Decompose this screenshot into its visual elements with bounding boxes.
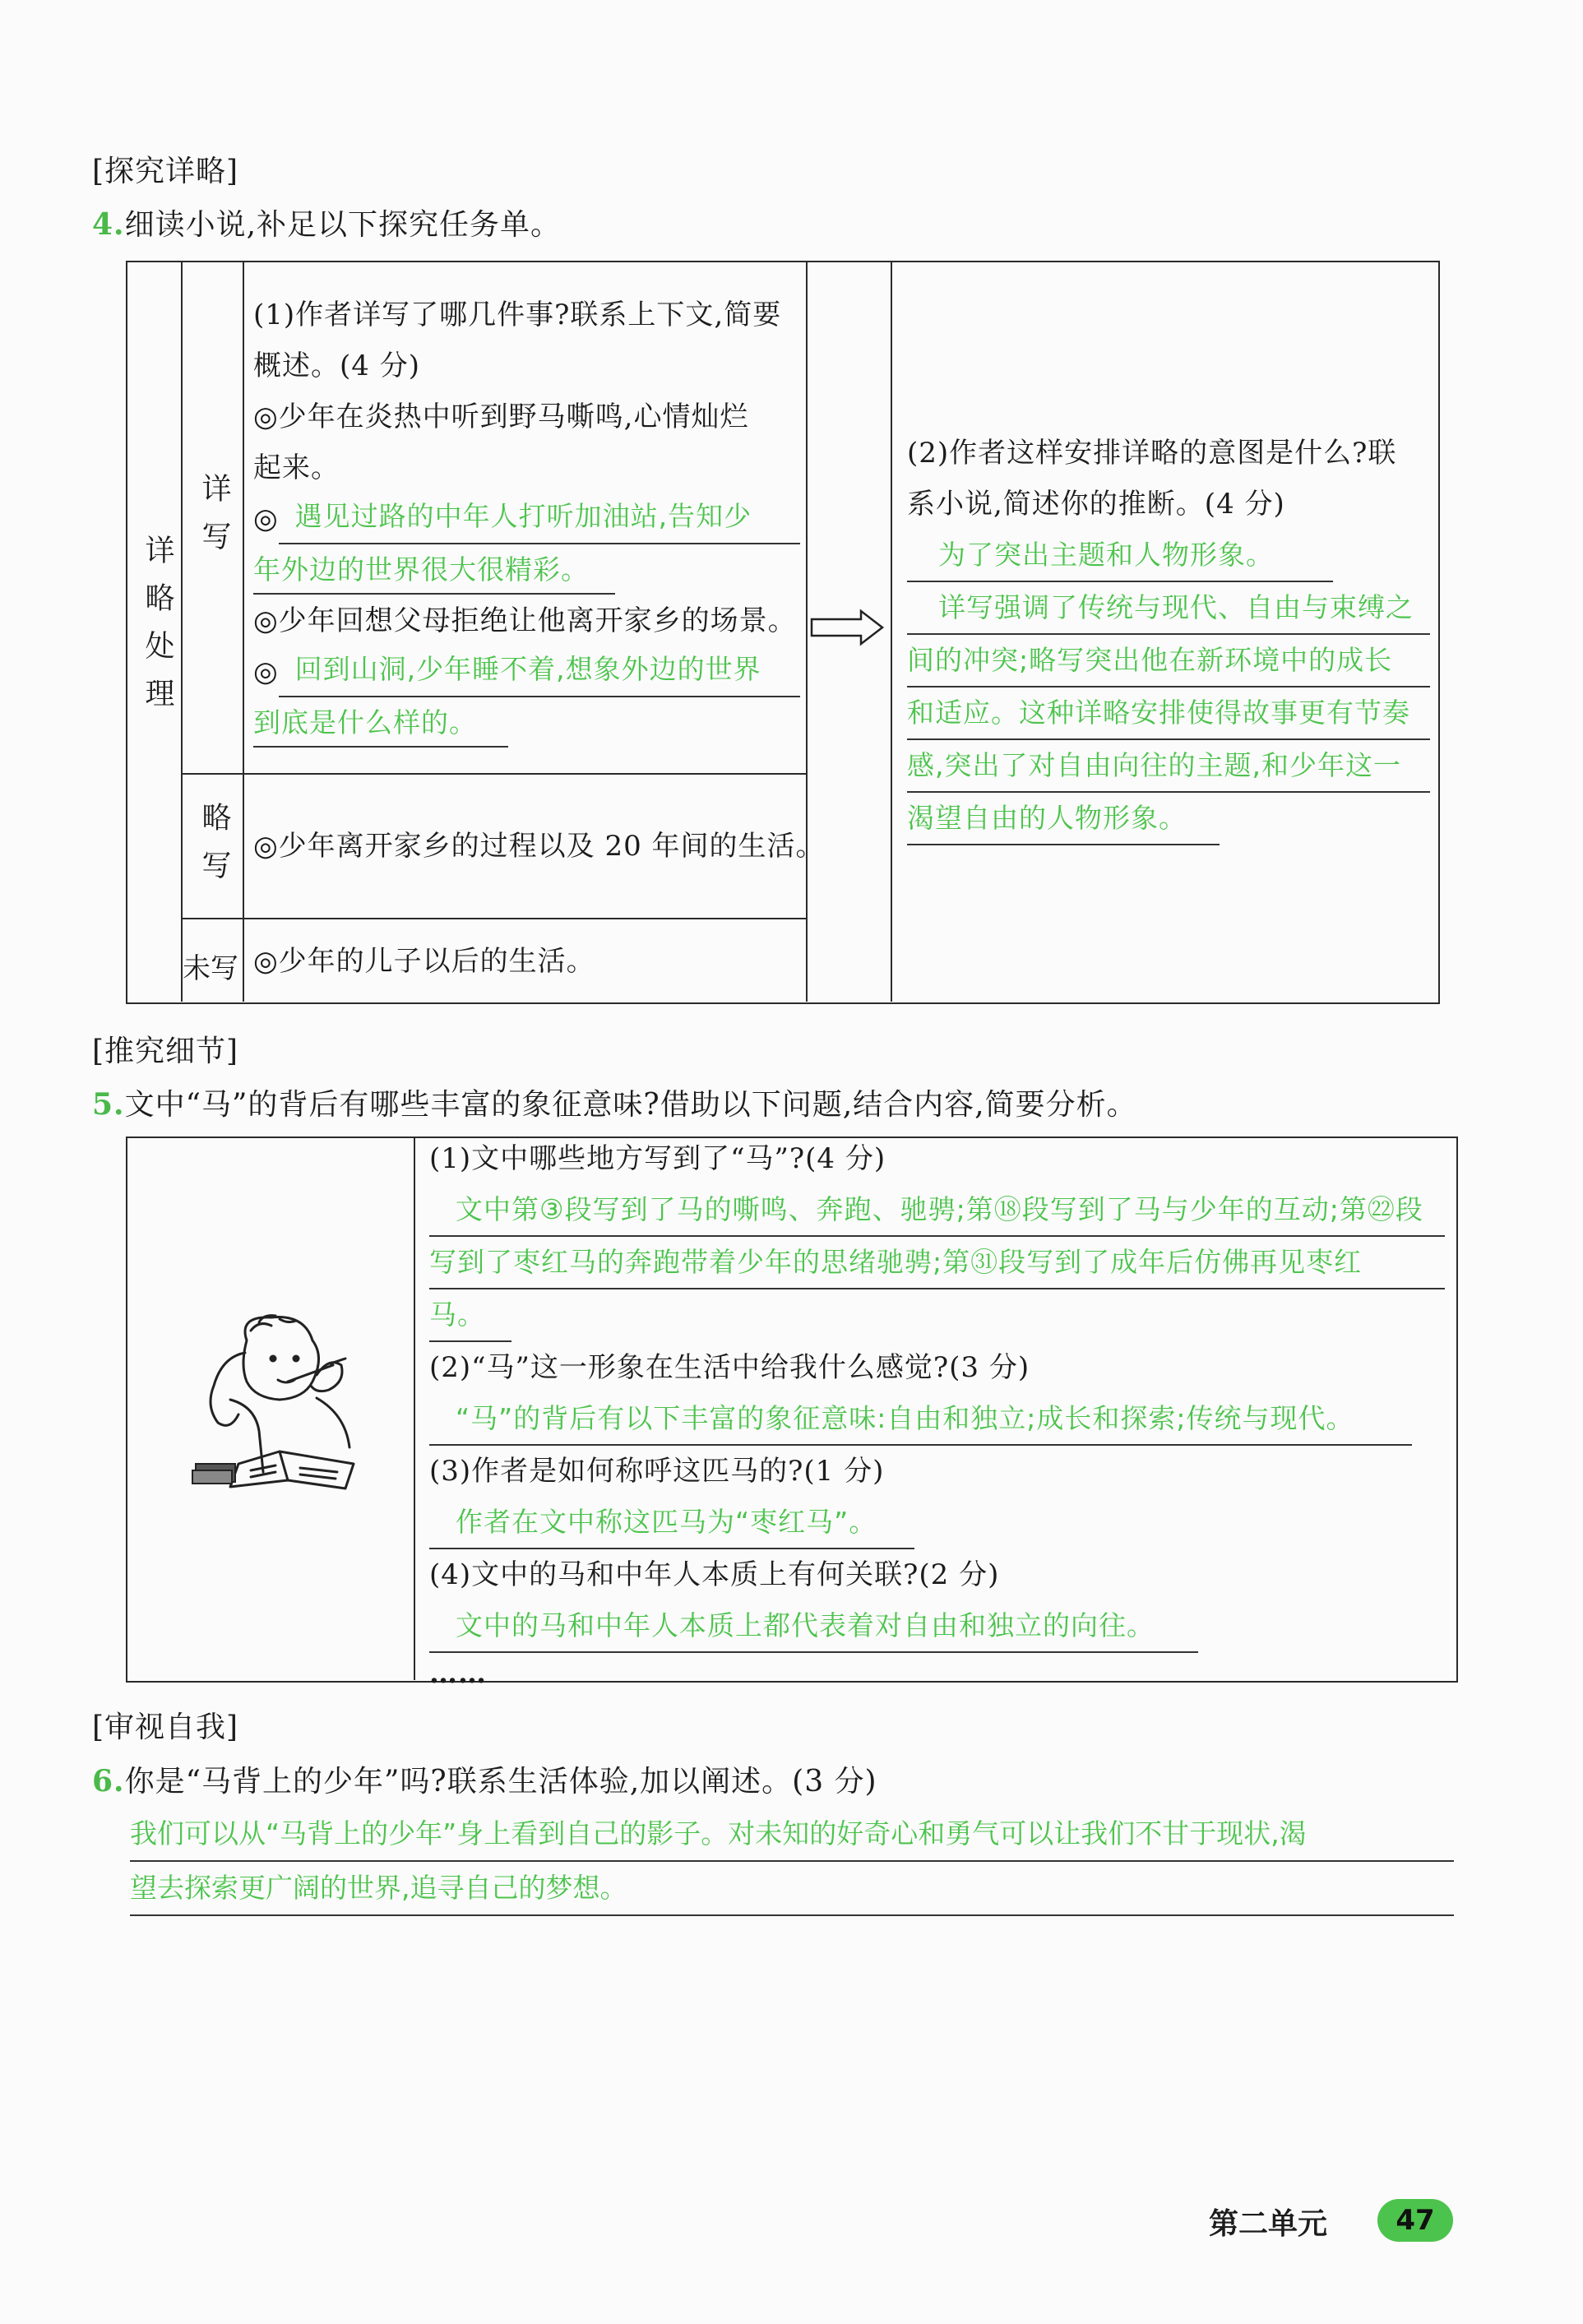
question-4-text: 细读小说,补足以下探究任务单。 bbox=[124, 208, 562, 242]
q6-answer-line2: 望去探索更广阔的世界,追寻自己的梦想。 bbox=[130, 1862, 1454, 1916]
item4-answer-line2: 到底是什么样的。 bbox=[253, 700, 508, 748]
item2-answer-line2: 年外边的世界很大很精彩。 bbox=[253, 547, 615, 595]
right-arrow-icon bbox=[810, 609, 886, 646]
q5-answer1-line3: 马。 bbox=[429, 1289, 511, 1342]
q5-answer3: 作者在文中称这匹马为“枣红马”。 bbox=[429, 1497, 914, 1549]
q5-answer1-line2: 写到了枣红马的奔跑带着少年的思绪驰骋;第㉛段写到了成年后仿佛再见枣红 bbox=[429, 1237, 1445, 1289]
sub2-answer-line1: 为了突出主题和人物形象。 bbox=[907, 530, 1333, 582]
sub2-line2: 系小说,简述你的推断。(4 分) bbox=[907, 488, 1285, 521]
item4-answer-line1: 回到山洞,少年睡不着,想象外边的世界 bbox=[279, 646, 800, 697]
section-heading-explore: [探究详略] bbox=[92, 155, 239, 188]
intent-cell bbox=[907, 428, 1430, 845]
q5-answer4: 文中的马和中年人本质上都代表着对自由和独立的向往。 bbox=[429, 1600, 1198, 1653]
sub2-answer-line4: 和适应。这种详略安排使得故事更有节奏 bbox=[907, 687, 1430, 740]
page-number: 47 bbox=[1377, 2199, 1453, 2242]
item1-line1: ◎少年在炎热中听到野马嘶鸣,心情灿烂 bbox=[253, 400, 749, 433]
sub2-answer-line5: 感,突出了对自由向往的主题,和少年这一 bbox=[907, 740, 1430, 793]
question-6-number: 6. bbox=[92, 1764, 125, 1799]
q5-sub3: (3)作者是如何称呼这匹马的?(1 分) bbox=[429, 1455, 885, 1488]
brief-item: ◎少年离开家乡的过程以及 20 年间的生活。 bbox=[253, 830, 825, 863]
item3: ◎少年回想父母拒绝让他离开家乡的场景。 bbox=[253, 604, 797, 637]
q5-content bbox=[429, 1133, 1445, 1694]
item2-mark: ◎ bbox=[253, 502, 279, 535]
q5-ellipsis: …… bbox=[429, 1657, 487, 1690]
question-6-text: 你是“马背上的少年”吗?联系生活体验,加以阐述。(3 分) bbox=[124, 1765, 877, 1799]
sub2-line1: (2)作者这样安排详略的意图是什么?联 bbox=[907, 437, 1397, 470]
q5-answer1-line1: 文中第③段写到了马的嘶鸣、奔跑、驰骋;第⑱段写到了马与少年的互动;第㉒段 bbox=[429, 1184, 1445, 1237]
sub1-line1: (1)作者详写了哪几件事?联系上下文,简要 bbox=[253, 299, 782, 331]
q5-sub2: (2)“马”这一形象在生活中给我什么感觉?(3 分) bbox=[429, 1351, 1030, 1384]
row-header-detail-handling: 详略处理 bbox=[141, 535, 174, 725]
question-5 bbox=[92, 1081, 1137, 1123]
student-thinking-illustration bbox=[181, 1308, 378, 1505]
q6-answer bbox=[130, 1808, 1454, 1916]
item1-line2: 起来。 bbox=[253, 451, 340, 484]
unwritten-label: 未写 bbox=[183, 952, 238, 985]
item4-mark: ◎ bbox=[253, 655, 279, 688]
q6-answer-line1: 我们可以从“马背上的少年”身上看到自己的影子。对未知的好奇心和勇气可以让我们不甘于现状,渴 bbox=[130, 1808, 1454, 1862]
sub2-answer-line6: 渴望自由的人物形象。 bbox=[907, 793, 1220, 845]
section-heading-details: [推究细节] bbox=[92, 1035, 239, 1068]
sub2-answer-line2: 详写强调了传统与现代、自由与束缚之 bbox=[907, 582, 1430, 635]
question-5-text: 文中“马”的背后有哪些丰富的象征意味?借助以下问题,结合内容,简要分析。 bbox=[124, 1088, 1137, 1122]
question-4 bbox=[92, 201, 561, 243]
sub2-answer-line3: 间的冲突;略写突出他在新环境中的成长 bbox=[907, 635, 1430, 687]
detail-cell bbox=[253, 289, 800, 748]
detail-label: 详写 bbox=[197, 473, 231, 568]
item2-answer-line1: 遇见过路的中年人打听加油站,告知少 bbox=[279, 493, 800, 544]
brief-label: 略写 bbox=[197, 802, 231, 897]
question-5-number: 5. bbox=[92, 1087, 125, 1122]
question-4-number: 4. bbox=[92, 207, 125, 242]
unit-label: 第二单元 bbox=[1209, 2207, 1328, 2241]
sub1-line2: 概述。(4 分) bbox=[253, 350, 420, 382]
q5-sub1: (1)文中哪些地方写到了“马”?(4 分) bbox=[429, 1142, 886, 1175]
section-heading-self: [审视自我] bbox=[92, 1711, 239, 1744]
q5-sub4: (4)文中的马和中年人本质上有何关联?(2 分) bbox=[429, 1558, 1000, 1591]
question-6 bbox=[92, 1758, 877, 1800]
unwritten-item: ◎少年的儿子以后的生活。 bbox=[253, 945, 595, 978]
q5-answer2: “马”的背后有以下丰富的象征意味:自由和独立;成长和探索;传统与现代。 bbox=[429, 1393, 1412, 1446]
